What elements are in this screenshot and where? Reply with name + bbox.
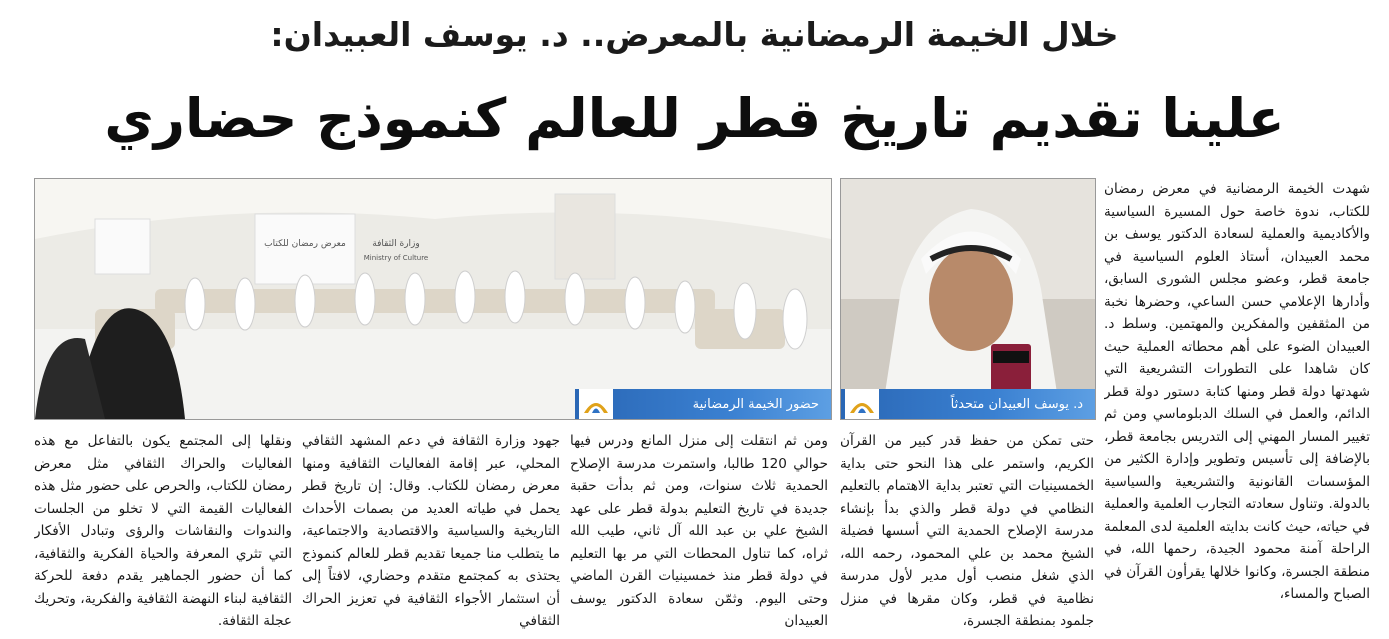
newspaper-logo-icon xyxy=(579,389,613,419)
article-column-1 xyxy=(1104,178,1370,638)
portrait-caption-bar xyxy=(841,389,1095,419)
article-column-3 xyxy=(570,430,828,638)
tent-caption-bar xyxy=(575,389,831,419)
article-headline: علينا تقديم تاريخ قطر للعالم كنموذج حضاري xyxy=(104,87,1285,150)
portrait-photo xyxy=(840,178,1096,420)
tent-banner-culture-en: Ministry of Culture xyxy=(363,254,429,262)
tent-banner-fair: معرض رمضان للكتاب xyxy=(264,239,346,249)
tent-photo xyxy=(34,178,832,420)
article-kicker: خلال الخيمة الرمضانية بالمعرض.. د. يوسف العبيدان: xyxy=(270,15,1119,54)
article-column-2 xyxy=(840,430,1094,638)
speaker-portrait-image xyxy=(841,179,1095,419)
newspaper-logo-icon xyxy=(845,389,879,419)
tent-banner-culture-ar: وزارة الثقافة xyxy=(372,239,420,249)
column-1-text: شهدت الخيمة الرمضانية في معرض رمضان للكتاب، ندوة خاصة حول المسيرة السياسية والأكاديمية والعملية لسعادة الدكتور يوسف بن محمد العبيدان، أستاذ العلوم السياسية في جامعة قطر، وعضو مجلس الشورى السابق، وأدارها الإعلامي حسن الساعي، وحضرها نخبة من المثقفين والمفكرين والمهتمين. وسلط د. العبيدان الضوء على أهم محطاته العملية حيث كان شاهدا على التطورات التشريعية التي شهدتها دولة قطر ومنها كتابة دستور دولة قطر الدائم، والعمل في السلك الدبلوماسي ومن ثم تغيير المسار المهني إلى التدريس بجامعة قطر، بالإضافة إلى تأسيس وتطوير وإدارة الكثير من المؤسسات القانونية والتشريعية والسياسية بالدولة. وتناول سعادته التجارب العلمية والعملية في حياته، حيث كانت بدايته العلمية لدى المعلمة الراحلة آمنة محمود الجيدة، رحمها الله، في منطقة الجسرة، وكانوا خلالها يقرأون القرآن في الصباح والمساء، xyxy=(1104,181,1370,602)
tent-caption: حضور الخيمة الرمضانية xyxy=(692,396,819,412)
column-3-text: ومن ثم انتقلت إلى منزل المانع ودرس فيها حوالي 120 طالبا، واستمرت مدرسة الإصلاح الحمدية ثلاث سنوات، ومن ثم بدأت حقبة جديدة في تاريخ التعليم بدولة قطر على عهد الشيخ علي بن عبد الله آل ثاني، طيب الله ثراه، كما تناول المحطات التي مر بها التعليم في دولة قطر منذ خمسينيات القرن الماضي وحتى اليوم. وثمّن سعادة الدكتور يوسف العبيدان xyxy=(570,433,828,629)
portrait-caption: د. يوسف العبيدان متحدثاً xyxy=(950,396,1083,412)
ramadan-tent-image xyxy=(35,179,831,419)
column-2-text: حتى تمكن من حفظ قدر كبير من القرآن الكريم، واستمر على هذا النحو حتى بداية الخمسينيات التي تعتبر بداية الاهتمام بالتعليم النظامي في دولة قطر والذي بدأ بإنشاء مدرسة الإصلاح الحمدية التي أسسها فضيلة الشيخ محمد بن علي المحمود، رحمه الله، الذي شغل منصب أول مدير لأول مدرسة نظامية في قطر، وكان مقرها في منزل جلمود بمنطقة الجسرة، xyxy=(840,433,1094,629)
article-column-5 xyxy=(34,430,292,638)
column-4-text: جهود وزارة الثقافة في دعم المشهد الثقافي المحلي، عبر إقامة الفعاليات الثقافية ومنها معرض رمضان للكتاب. وقال: إن تاريخ قطر يحمل في طياته العديد من بصمات الأحداث التاريخية والسياسية والاقتصادية والاجتماعية، ما يتطلب منا جميعا تقديم قطر للعالم كنموذج يحتذى به كمجتمع متقدم وحضاري، لافتاً إلى أن استثمار الأجواء الثقافية في تعزيز الحراك الثقافي xyxy=(302,433,560,629)
article-column-4 xyxy=(302,430,560,638)
column-5-text: ونقلها إلى المجتمع يكون بالتفاعل مع هذه الفعاليات والحراك الثقافي مثل معرض رمضان للكتاب، والحرص على حضور مثل هذه الفعاليات القيمة التي لا تخلو من الجلسات والندوات والنقاشات والرؤى وتبادل الأفكار التي تثري المعرفة والحياة الفكرية والثقافية، كما أن حضور الجماهير يقدم دفعة للحركة الثقافية لبناء النهضة الثقافية والفكرية، وتحريك عجلة الثقافة. xyxy=(34,433,292,629)
